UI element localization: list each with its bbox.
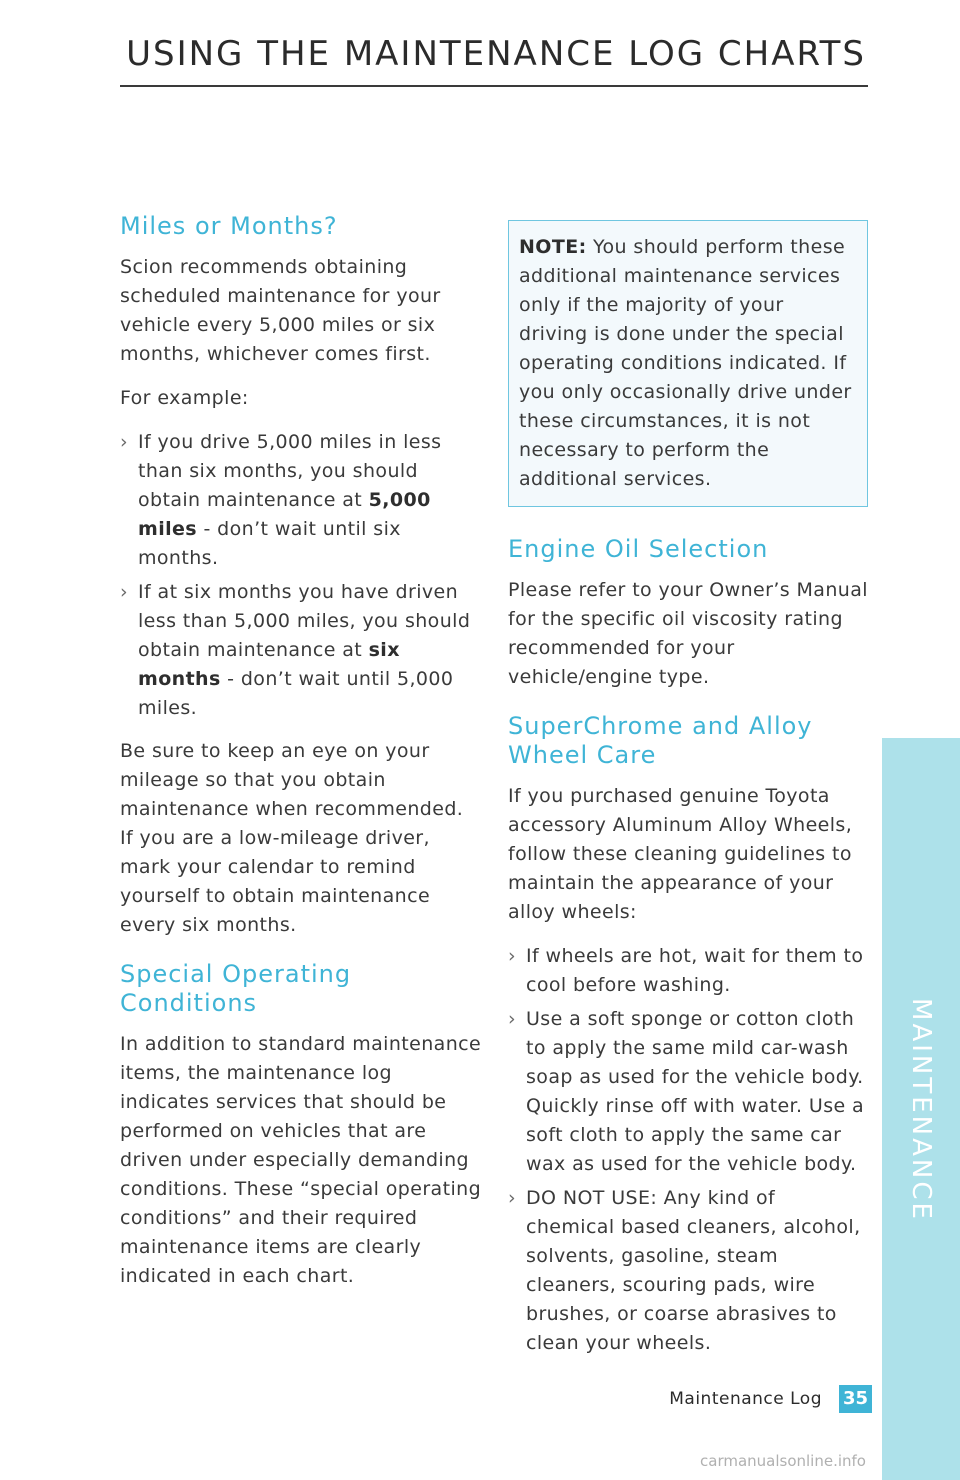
bullet-emphasis: 5,000 miles	[138, 489, 431, 540]
section-heading-wheels: SuperChrome and Alloy Wheel Care	[508, 712, 813, 769]
wheels-bullet-list	[508, 942, 868, 1358]
bullet-chevron-icon: ›	[508, 1008, 516, 1030]
bullet-emphasis: six months	[138, 639, 400, 690]
miles-paragraph-1: Scion recommends obtaining scheduled maintenance for your vehicle every 5,000 miles or six months, whichever comes first.	[120, 256, 441, 365]
miles-bullet-list	[120, 428, 482, 723]
list-item	[120, 578, 482, 723]
side-tab-label-wrap	[881, 1000, 960, 1220]
bullet-text: If you drive 5,000 miles in less than six months, you should obtain maintenance at	[138, 431, 442, 511]
list-item	[508, 942, 868, 1000]
bullet-chevron-icon: ›	[120, 431, 128, 453]
side-tab-label: MAINTENANCE	[906, 998, 936, 1222]
watermark: carmanualsonline.info	[700, 1452, 866, 1470]
section-heading-miles: Miles or Months?	[120, 212, 338, 240]
miles-paragraph-3: Be sure to keep an eye on your mileage so that you obtain maintenance when recommended. If you are a low-mileage driver, mark your calendar to remind yourself to obtain maintenance every six months.	[120, 740, 464, 936]
section-heading-special: Special Operating Conditions	[120, 960, 352, 1017]
miles-paragraph-2: For example:	[120, 387, 249, 409]
note-text	[519, 233, 857, 494]
note-label: NOTE:	[519, 236, 587, 258]
bullet-text: Use a soft sponge or cotton cloth to apply the same mild car-wash soap as used for the vehicle body. Quickly rinse off with water. Use a soft cloth to apply the same car wax as used for the vehicle body.	[526, 1008, 865, 1175]
bullet-text: If at six months you have driven less than 5,000 miles, you should obtain maintenance at	[138, 581, 471, 661]
bullet-text: If wheels are hot, wait for them to cool before washing.	[526, 945, 864, 996]
note-box	[508, 220, 868, 507]
list-item	[508, 1184, 868, 1358]
list-item	[120, 428, 482, 573]
special-paragraph: In addition to standard maintenance items, the maintenance log indicates services that should be performed on vehicles that are driven under especially demanding conditions. These “special operating conditions” and their required maintenance items are clearly indicated in each chart.	[120, 1033, 482, 1287]
section-heading-oil: Engine Oil Selection	[508, 535, 769, 563]
list-item	[508, 1005, 868, 1179]
bullet-text: - don’t wait until six months.	[138, 518, 401, 569]
bullet-text: - don’t wait until 5,000 miles.	[138, 668, 454, 719]
page-title: USING THE MAINTENANCE LOG CHARTS	[126, 34, 866, 74]
note-body: You should perform these additional maintenance services only if the majority of your driving is done under the special operating conditions indicated. If you only occasionally drive under these circumstances, it is not necessary to perform the additional services.	[519, 236, 852, 490]
oil-paragraph: Please refer to your Owner’s Manual for the specific oil viscosity rating recommended for your vehicle/engine type.	[508, 579, 868, 688]
bullet-chevron-icon: ›	[508, 945, 516, 967]
wheels-paragraph: If you purchased genuine Toyota accessory Aluminum Alloy Wheels, follow these cleaning guidelines to maintain the appearance of your alloy wheels:	[508, 785, 853, 923]
title-divider	[120, 85, 868, 87]
bullet-chevron-icon: ›	[508, 1187, 516, 1209]
right-column	[508, 220, 868, 1372]
left-column	[120, 212, 482, 1306]
page-number: 35	[839, 1385, 872, 1413]
bullet-text: DO NOT USE: Any kind of chemical based cleaners, alcohol, solvents, gasoline, steam cleaners, scouring pads, wire brushes, or coarse abrasives to clean your wheels.	[526, 1187, 861, 1354]
footer-section-label: Maintenance Log	[669, 1389, 822, 1409]
bullet-chevron-icon: ›	[120, 581, 128, 603]
